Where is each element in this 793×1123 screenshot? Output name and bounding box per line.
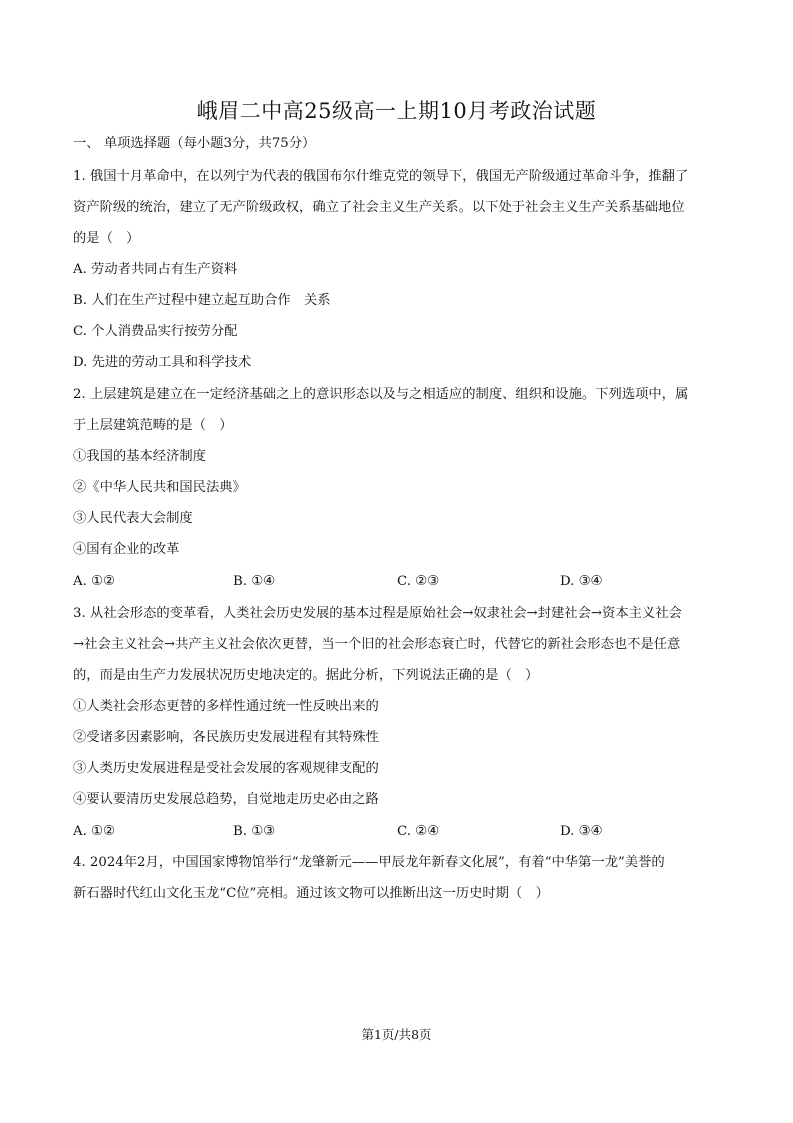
q2-option-c: C. ②③ <box>397 574 439 589</box>
q3-item: ①人类社会形态更替的多样性通过统一性反映出来的 <box>73 699 379 714</box>
q3-stem-line: →社会主义社会→共产主义社会依次更替，当一个旧的社会形态衰亡时，代替它的新社会形态也不是任意 <box>73 637 681 652</box>
q1-stem-line: 资产阶级的统治，建立了无产阶级政权，确立了社会主义生产关系。以下处于社会主义生产关系基础地位 <box>73 200 685 215</box>
q1-option-d: D. 先进的劳动工具和科学技术 <box>73 355 252 370</box>
page-title: 峨眉二中高25级高一上期10月考政治试题 <box>196 99 597 123</box>
q3-option-c: C. ②④ <box>397 824 439 839</box>
section-heading: 一、 单项选择题（每小题3分，共75分） <box>73 136 316 151</box>
q2-stem-line: 于上层建筑范畴的是（ ） <box>73 418 233 433</box>
q1-option-a: A. 劳动者共同占有生产资料 <box>73 262 238 277</box>
q4-stem-line: 新石器时代红山文化玉龙“C位”亮相。通过该文物可以推断出这一历史时期（ ） <box>73 886 549 901</box>
q1-option-c: C. 个人消费品实行按劳分配 <box>73 324 238 339</box>
q2-option-d: D. ③④ <box>560 574 603 589</box>
q3-item: ③人类历史发展进程是受社会发展的客观规律支配的 <box>73 761 379 776</box>
q3-item: ②受诸多因素影响，各民族历史发展进程有其特殊性 <box>73 730 379 745</box>
page-footer: 第1页/共8页 <box>361 1027 432 1042</box>
q2-item: ④国有企业的改革 <box>73 542 180 557</box>
q3-option-b: B. ①③ <box>233 824 276 839</box>
q3-option-d: D. ③④ <box>560 824 603 839</box>
q3-option-a: A. ①② <box>73 824 115 839</box>
q1-stem-line: 的是（ ） <box>73 231 140 246</box>
q1-stem-line: 1. 俄国十月革命中，在以列宁为代表的俄国布尔什维克党的领导下，俄国无产阶级通过革命斗争，推翻了 <box>73 169 689 184</box>
q2-item: ①我国的基本经济制度 <box>73 449 206 464</box>
q3-stem-line: 的，而是由生产力发展状况历史地决定的。据此分析，下列说法正确的是（ ） <box>73 668 539 683</box>
q3-item: ④要认要清历史发展总趋势，自觉地走历史必由之路 <box>73 792 379 807</box>
q2-stem-line: 2. 上层建筑是建立在一定经济基础之上的意识形态以及与之相适应的制度、组织和设施。下列选项中，属 <box>73 387 689 402</box>
q4-stem-line: 4. 2024年2月，中国国家博物馆举行“龙肇新元——甲辰龙年新春文化展”，有着“中华第一龙”美誉的 <box>73 855 665 870</box>
q1-option-b: B. 人们在生产过程中建立起互助合作 关系 <box>73 293 331 308</box>
q2-option-a: A. ①② <box>73 574 115 589</box>
q2-item: ②《中华人民共和国民法典》 <box>73 480 246 495</box>
q3-stem-line: 3. 从社会形态的变革看，人类社会历史发展的基本过程是原始社会→奴隶社会→封建社会→资本主义社会 <box>73 606 682 621</box>
q2-option-b: B. ①④ <box>233 574 276 589</box>
q2-item: ③人民代表大会制度 <box>73 511 193 526</box>
